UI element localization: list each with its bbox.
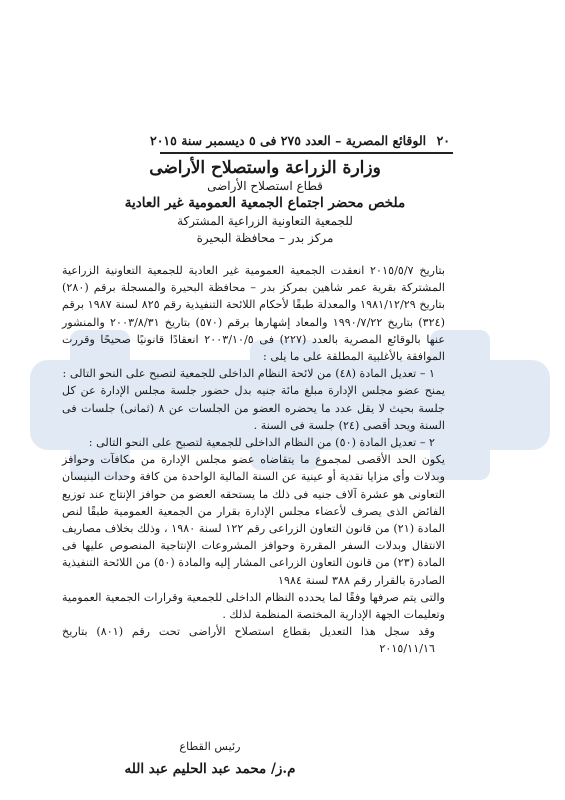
signature-role: رئيس القطاع <box>179 740 241 753</box>
ministry-title: وزارة الزراعة واستصلاح الأراضى <box>149 158 381 178</box>
page-header <box>150 133 450 148</box>
title-block <box>100 160 430 248</box>
page-number: ٢٠ <box>436 133 450 148</box>
publication-line: الوقائع المصرية – العدد ٢٧٥ فى ٥ ديسمبر سنة ٢٠١٥ <box>150 133 427 148</box>
item2-heading: ٢ – تعديل المادة (٥٠) من النظام الداخلى للجمعية لتصبح على النحو التالى : <box>88 436 435 450</box>
item2-tail-paragraph: والتى يتم صرفها وفقًا لما يحدده النظام الداخلى للجمعية وقرارات الجمعية العمومية وتعليمات الجهة الإدارية المختصة المنظمة لذلك . <box>62 590 445 622</box>
item1-heading: ١ – تعديل المادة (٤٨) من لائحة النظام الداخلى للجمعية لتصبح على النحو التالى : <box>62 367 435 381</box>
intro-paragraph: بتاريخ ٢٠١٥/٥/٧ انعقدت الجمعية العمومية غير العادية للجمعية التعاونية الزراعية المشتركة بقرية عمر شاهين بمركز بدر – محافظة البحيرة والمسجلة برقم (٢٨٠) بتاريخ ١٩٨١/١٢/٢٩ والمعدلة طبقًا لأحكام اللائحة التنفيذية رقم ٨٢٥ لسنة ١٩٨٧ برقم (٣٢٤) بتاريخ ١٩٩٠/٧/٢٢ والمعاد إشهارها برقم (٥٧٠) بتاريخ ٢٠٠٣/٨/٣١ والمنشور عنها بالوقائع المصرية بالعدد (٢٢٧) فى ٢٠٠٣/١٠/٥ انعقادًا قانونيًا صحيحًا وقررت الموافقة بالأغلبية المطلقة على ما يلى : <box>62 264 445 364</box>
summary-title: ملخص محضر اجتماع الجمعية العمومية غير العادية <box>124 195 406 211</box>
document-body <box>62 262 445 658</box>
location-title: مركز بدر – محافظة البحيرة <box>196 231 334 245</box>
item1-paragraph: يمنح عضو مجلس الإدارة مبلغ مائة جنيه بدل حضور جلسة مجلس الإدارة عن كل جلسة بحيث لا يقل عدد ما يحضره العضو من الجلسات عن ٨ (ثمانى) جلسات فى السنة ويحد أقصى (٢٤) جلسة فى السنة . <box>62 384 446 432</box>
header-divider <box>160 152 453 154</box>
sector-title: قطاع استصلاح الأراضى <box>207 178 323 193</box>
item2-paragraph: يكون الحد الأقصى لمجموع ما يتقاضاه عضو مجلس الإدارة من مكافآت وحوافز وبدلات وأى مزايا نقدية أو عينية عن السنة المالية الواحدة من كافة وحدات البنيسان التعاونى هو عشرة آلاف جنيه فى ذلك ما يستحقه العضو من حوافز الإنتاج عند توزيع الفائض الذى يصرف لأعضاء مجلس الإدارة بقرار من الجمعية العمومية طبقًا لنص المادة (٢١) من قانون التعاون الزراعى رقم ١٢٢ لسنة ١٩٨٠ ، وذلك بخلاف مصاريف الانتقال وبدلات السفر المقررة وحوافز المشروعات الإنتاجية المنصوص عليها فى المادة (٢٣) من قانون التعاون الزراعى المشار إليه والمادة (٥٠) من اللائحة التنفيذية الصادرة بالقرار رقم ٣٨٨ لسنة ١٩٨٤ <box>62 453 445 587</box>
association-title: للجمعية التعاونية الزراعية المشتركة <box>177 213 353 228</box>
registration-paragraph: وقد سجل هذا التعديل بقطاع استصلاح الأراضى تحت رقم (٨٠١) بتاريخ ٢٠١٥/١١/١٦ <box>62 625 435 656</box>
signature-name: م.ز/ محمد عبد الحليم عبد الله <box>124 761 296 777</box>
